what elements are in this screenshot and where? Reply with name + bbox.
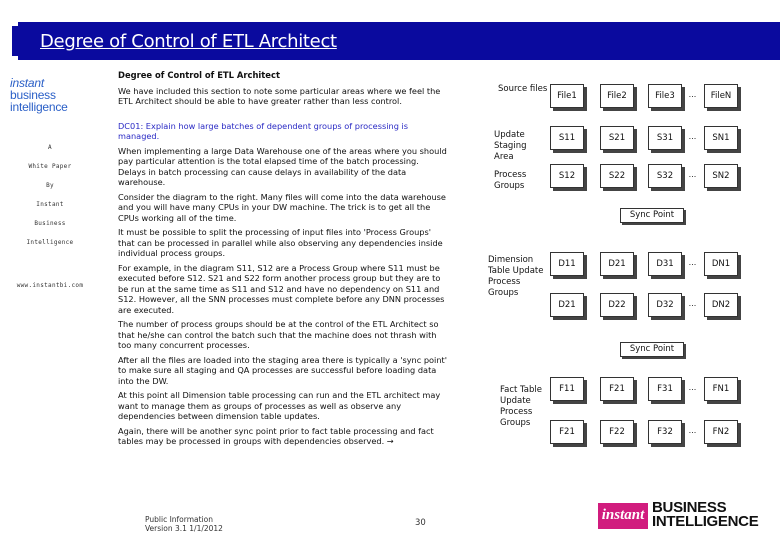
body-paragraph: After all the files are loaded into the staging area there is typically a 'sync point' to make sure all staging and QA processes are successful before loading data into the DW. [118,354,447,386]
diagram-box: File1 [550,84,584,108]
diagram-box: F11 [550,377,584,401]
footer-info [145,515,223,533]
etl-batch-diagram [470,70,780,510]
diagram-ellipsis: ... [688,383,697,392]
sidebar-line-4: Instant [36,201,64,208]
source-files-label: Source files [498,84,548,94]
diagram-ellipsis: ... [688,258,697,267]
sync-point-2: Sync Point [620,342,684,357]
diagram-box: DN1 [704,252,738,276]
footer-version: Version 3.1 1/1/2012 [145,524,223,533]
sidebar [0,70,100,540]
logo-word-1: instant [10,76,44,90]
brand-line-2: INTELLIGENCE [652,513,759,530]
diagram-ellipsis: ... [688,90,697,99]
dc01-question: DC01: Explain how large batches of dependent groups of processing is managed. [118,120,409,141]
page-title: Degree of Control of ETL Architect [40,31,337,52]
sidebar-line-6: Intelligence [26,239,74,246]
diagram-box: FN1 [704,377,738,401]
brand-instant: instant [598,503,648,529]
diagram-box: File3 [648,84,682,108]
body-paragraph: When implementing a large Data Warehouse one of the areas where you should pay particular attention is the total elapsed time of the batch processing. Delays in batch processing can cause delays in availability of the data warehouse. [118,145,447,187]
diagram-box: S31 [648,126,682,150]
logo-word-3: intelligence [10,100,68,114]
body-paragraph: At this point all Dimension table processing can run and the ETL architect may want to manage them as groups of processes as well as observe any dependencies between dimension table updates. [118,390,441,421]
diagram-box: FileN [704,84,738,108]
diagram-box: D32 [648,293,682,317]
diagram-box: F21 [550,420,584,444]
logo-word-2: business [10,88,56,102]
title-bar [0,0,780,62]
diagram-box: D21 [550,293,584,317]
brand-line-1: BUSINESS [652,499,727,516]
page-number: 30 [415,518,426,528]
diagram-ellipsis: ... [688,426,697,435]
diagram-ellipsis: ... [688,299,697,308]
diagram-box: D31 [648,252,682,276]
diagram-box: D22 [600,293,634,317]
sidebar-line-3: By [46,182,54,189]
footer-info-line-1: Public Information [145,515,213,524]
main-content [118,70,448,451]
sidebar-line-1: A [48,144,52,151]
diagram-box: DN2 [704,293,738,317]
diagram-box: S11 [550,126,584,150]
sync-point-1: Sync Point [620,208,684,223]
process-groups-label: Process Groups [494,170,527,191]
diagram-box: F22 [600,420,634,444]
diagram-box: FN2 [704,420,738,444]
diagram-box: D11 [550,252,584,276]
body-paragraph: Consider the diagram to the right. Many files will come into the data warehouse and you will have many CPUs in your DW machine. The trick is to get all the CPUs working all of the time. [118,191,446,223]
sidebar-line-2: White Paper [28,163,72,170]
diagram-box: SN1 [704,126,738,150]
diagram-ellipsis: ... [688,132,697,141]
diagram-ellipsis: ... [688,170,697,179]
fact-update-label: Fact Table Update Process Groups [500,385,543,428]
diagram-box: F31 [648,377,682,401]
update-staging-label: Update Staging Area [494,130,527,162]
diagram-box: S21 [600,126,634,150]
diagram-box: F32 [648,420,682,444]
company-logo [10,77,95,113]
sidebar-line-5: Business [34,220,66,227]
diagram-box: D21 [600,252,634,276]
body-paragraph: For example, in the diagram S11, S12 are a Process Group where S11 must be executed before S12. S21 and S22 form another process group but they are to be run at the same time as S11 and S12 and have no dependency on S11 and S12. However, all the SNN processes must complete before any DNN processes are executed. [118,262,445,315]
body-paragraph: It must be possible to split the processing of input files into 'Process Groups' that can be processed in parallel while also observing any dependencies inside individual process groups. [118,227,443,258]
diagram-box: S22 [600,164,634,188]
diagram-box: S12 [550,164,584,188]
body-paragraph: The number of process groups should be at the control of the ETL Architect so that he/she can control the batch such that the machine does not thrash with too many concurrent processes. [118,319,439,350]
section-heading: Degree of Control of ETL Architect [118,70,280,80]
diagram-box: SN2 [704,164,738,188]
body-paragraph: Again, there will be another sync point prior to fact table processing and fact tables may be processed in groups with dependencies observed. → [118,425,434,446]
brand-logo [598,501,774,531]
brand-wordmark [652,501,758,529]
sidebar-website-link[interactable]: www.instantbi.com [16,282,84,289]
diagram-box: File2 [600,84,634,108]
dimension-update-label: Dimension Table Update Process Groups [488,255,544,298]
diagram-box: F21 [600,377,634,401]
diagram-box: S32 [648,164,682,188]
intro-paragraph: We have included this section to note some particular areas where we feel the ETL Architect should be able to have greater rather than less control. [118,85,441,106]
